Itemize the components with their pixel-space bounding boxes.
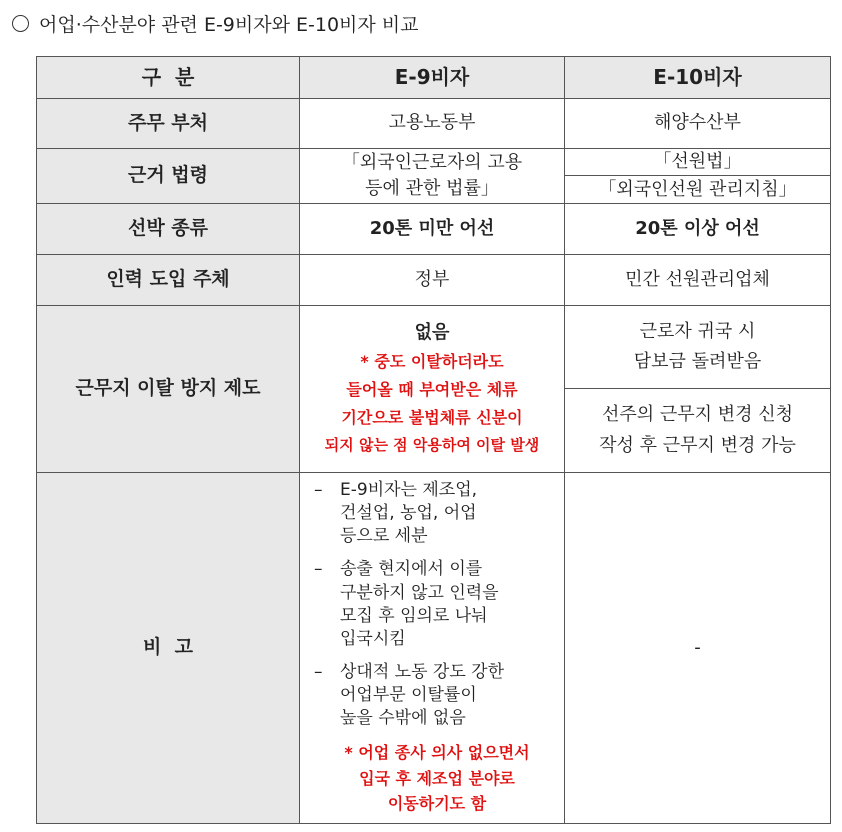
cell-main-text: 없음 bbox=[414, 321, 450, 343]
table-cell: 고용노동부 bbox=[300, 99, 565, 149]
table-cell bbox=[300, 306, 565, 473]
red-note-line: 들어올 때 부여받은 체류 bbox=[346, 380, 518, 400]
red-note-line: * 중도 이탈하더라도 bbox=[360, 352, 504, 372]
table-row bbox=[37, 255, 831, 306]
header-e10: E-10비자 bbox=[565, 57, 831, 99]
list-item bbox=[314, 558, 560, 650]
table-cell bbox=[300, 149, 565, 204]
header-e9: E-9비자 bbox=[300, 57, 565, 99]
circle-bullet-icon bbox=[12, 15, 29, 32]
table-row bbox=[37, 204, 831, 255]
row-label: 근무지 이탈 방지 제도 bbox=[37, 306, 300, 473]
table-row bbox=[37, 99, 831, 149]
list-item-text: 상대적 노동 강도 강한 어업부문 이탈률이 높을 수밖에 없음 bbox=[340, 661, 505, 729]
table-cell: 해양수산부 bbox=[565, 99, 831, 149]
cell-line: 담보금 돌려받음 bbox=[633, 351, 762, 373]
dash-bullet-icon: – bbox=[314, 480, 323, 501]
cell-line: 근로자 귀국 시 bbox=[639, 320, 756, 342]
table-cell: 정부 bbox=[300, 255, 565, 306]
table-cell bbox=[565, 389, 831, 473]
header-category: 구 분 bbox=[37, 57, 300, 99]
table-row bbox=[37, 149, 831, 176]
table-cell: 민간 선원관리업체 bbox=[565, 255, 831, 306]
table-cell: 20톤 이상 어선 bbox=[565, 204, 831, 255]
table-cell: 「선원법」 bbox=[565, 149, 831, 176]
comparison-table bbox=[36, 56, 831, 824]
table-cell bbox=[300, 473, 565, 824]
red-remark: * 어업 종사 의사 없으면서 입국 후 제조업 분야로 이동하기도 함 bbox=[344, 743, 530, 814]
cell-line: 선주의 근무지 변경 신청 bbox=[601, 404, 794, 425]
red-note-line: 되지 않는 점 악용하여 이탈 발생 bbox=[324, 436, 540, 455]
dash-bullet-icon: – bbox=[314, 559, 323, 580]
table-row bbox=[37, 473, 831, 824]
red-note-line: 기간으로 불법체류 신분이 bbox=[341, 408, 523, 428]
row-label: 주무 부처 bbox=[37, 99, 300, 149]
table-row bbox=[37, 306, 831, 389]
list-item bbox=[314, 661, 560, 730]
header-row bbox=[37, 57, 831, 99]
row-label: 비 고 bbox=[37, 473, 300, 824]
list-item-text: 송출 현지에서 이를 구분하지 않고 인력을 모집 후 임의로 나눠 입국시킴 bbox=[340, 559, 499, 649]
page-title-text: 어업·수산분야 관련 E-9비자와 E-10비자 비교 bbox=[39, 14, 419, 36]
row-label: 인력 도입 주체 bbox=[37, 255, 300, 306]
row-label: 근거 법령 bbox=[37, 149, 300, 204]
cell-line: 「외국인근로자의 고용 bbox=[341, 151, 523, 173]
list-item bbox=[314, 479, 560, 548]
table-cell: - bbox=[565, 473, 831, 824]
cell-line: 등에 관한 법률」 bbox=[365, 178, 499, 200]
list-item-text: E-9비자는 제조업, 건설업, 농업, 어업 등으로 세분 bbox=[340, 480, 478, 547]
table-cell bbox=[565, 306, 831, 389]
page-title bbox=[12, 10, 419, 37]
row-label: 선박 종류 bbox=[37, 204, 300, 255]
table-cell: 20톤 미만 어선 bbox=[300, 204, 565, 255]
cell-line: 작성 후 근무지 변경 가능 bbox=[599, 434, 796, 456]
table-cell: 「외국인선원 관리지침」 bbox=[565, 176, 831, 204]
dash-bullet-icon: – bbox=[314, 661, 323, 682]
